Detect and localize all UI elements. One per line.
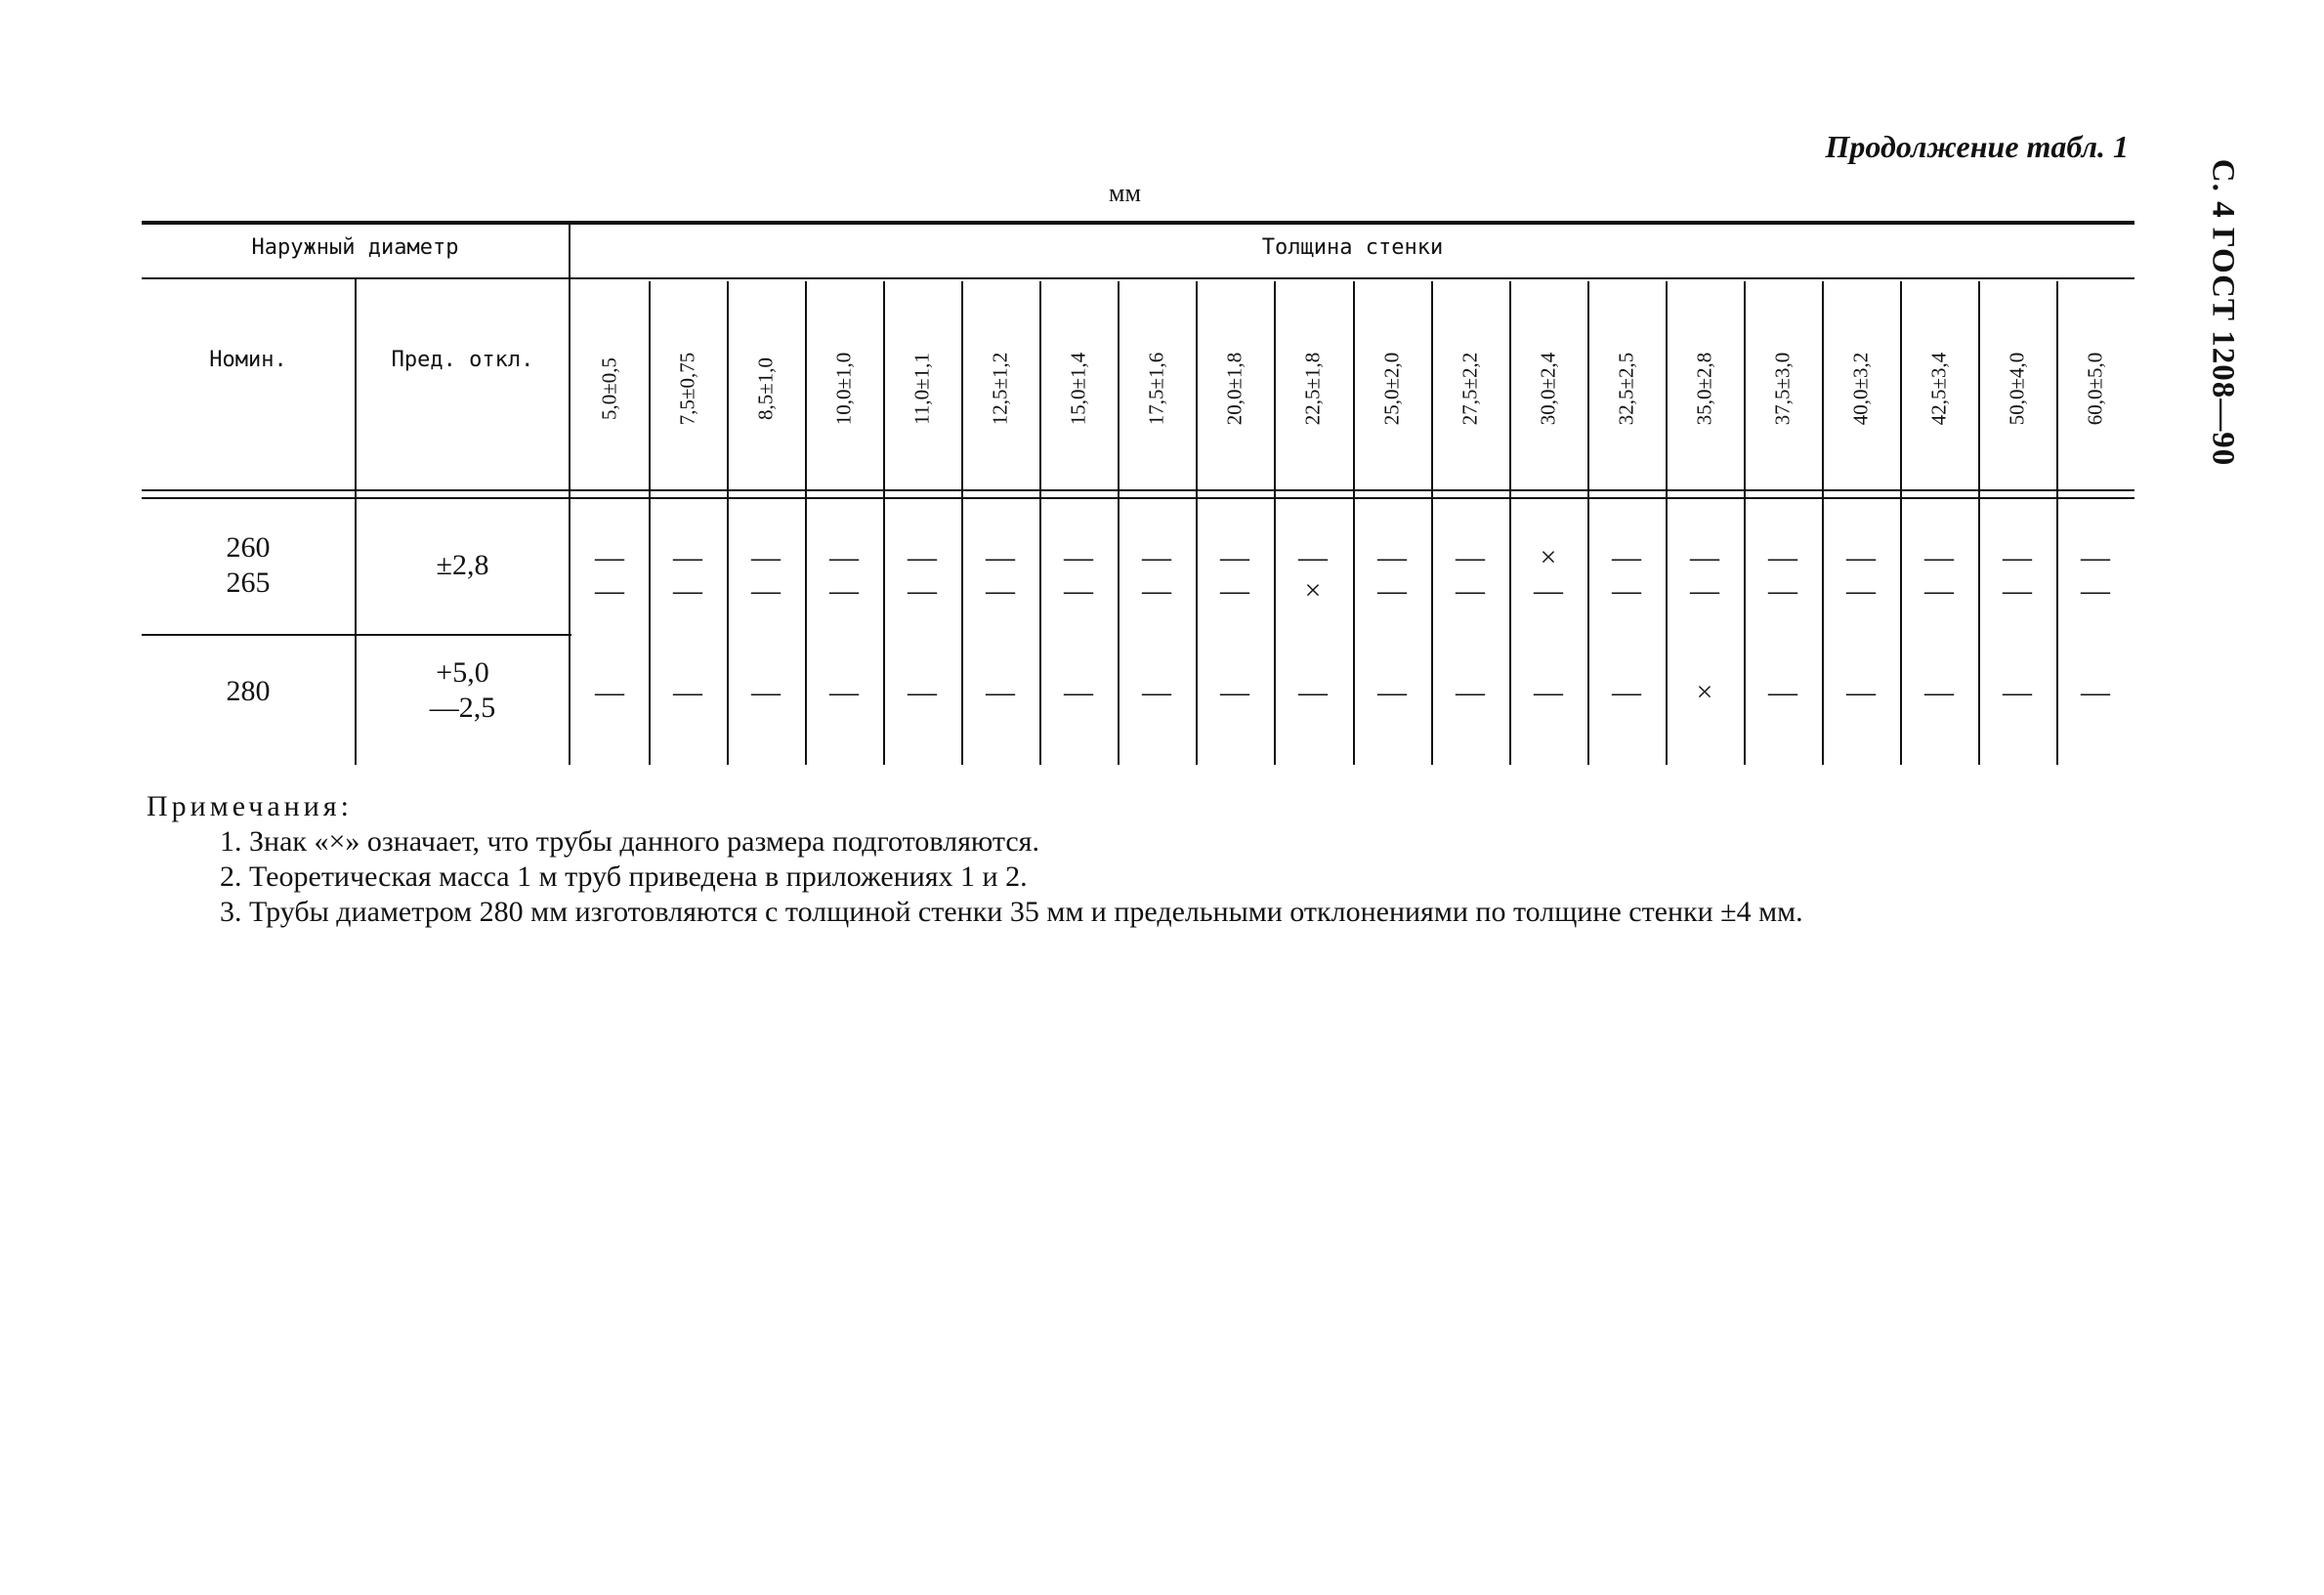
wall-column-header <box>1920 281 1959 496</box>
wall-column-label: 22,5±1,8 <box>1300 352 1325 426</box>
wall-column-divider <box>1666 281 1668 765</box>
availability-mark: — <box>1456 676 1485 708</box>
wall-column-header <box>1763 281 1802 496</box>
availability-mark: — <box>1768 574 1797 607</box>
availability-mark: — <box>1142 676 1171 708</box>
wall-column-divider <box>727 281 729 765</box>
tolerance-header: Пред. откл. <box>391 348 534 372</box>
availability-mark: — <box>1924 676 1954 708</box>
availability-mark: — <box>986 574 1015 607</box>
availability-mark: — <box>908 541 937 573</box>
header-group-rule <box>142 277 2134 279</box>
availability-mark: — <box>2003 676 2032 708</box>
wall-column-divider <box>2056 281 2058 765</box>
wall-column-header <box>824 281 864 496</box>
availability-mark: — <box>1456 574 1485 607</box>
wall-column-header <box>903 281 942 496</box>
wall-column-divider <box>1118 281 1120 765</box>
availability-mark: — <box>673 541 702 573</box>
wall-column-label: 20,0±1,8 <box>1222 352 1247 426</box>
availability-mark: × <box>1540 541 1557 573</box>
wall-column-divider <box>883 281 885 765</box>
note-3: 3. Трубы диаметром 280 мм изготовляются с толщиной стенки 35 мм и предельными отклонениями по толщине стенки ±4 мм. <box>220 896 1803 928</box>
wall-column-label: 10,0±1,0 <box>831 352 856 426</box>
availability-mark: — <box>2081 574 2110 607</box>
page-side-label <box>2203 137 2242 488</box>
wall-column-label: 12,5±1,2 <box>988 352 1012 426</box>
availability-mark: — <box>2003 574 2032 607</box>
side-label-text: С. 4 ГОСТ 1208—90 <box>2205 158 2241 467</box>
tolerance-280-minus: —2,5 <box>429 692 496 724</box>
wall-column-header <box>2076 281 2115 496</box>
availability-mark: — <box>829 541 859 573</box>
wall-column-header <box>1607 281 1646 496</box>
availability-mark: — <box>595 541 624 573</box>
availability-mark: — <box>595 574 624 607</box>
wall-column-label: 15,0±1,4 <box>1066 352 1090 426</box>
wall-column-divider <box>1900 281 1902 765</box>
availability-mark: — <box>1220 574 1249 607</box>
nominal-260: 260 <box>226 531 271 564</box>
wall-column-header <box>1685 281 1724 496</box>
pipe-size-table <box>142 221 2134 765</box>
availability-mark: — <box>1142 574 1171 607</box>
availability-mark: — <box>1064 574 1093 607</box>
wall-column-header <box>590 281 629 496</box>
availability-mark: — <box>673 574 702 607</box>
wall-column-label: 7,5±0,75 <box>675 352 699 426</box>
row-separator-left <box>142 634 571 636</box>
availability-mark: — <box>1456 541 1485 573</box>
availability-mark: — <box>986 676 1015 708</box>
continuation-caption: Продолжение табл. 1 <box>1825 129 2129 164</box>
wall-column-divider <box>1822 281 1824 765</box>
wall-column-divider <box>805 281 807 765</box>
availability-mark: — <box>1298 676 1328 708</box>
wall-column-divider <box>1587 281 1589 765</box>
availability-mark: — <box>751 574 781 607</box>
wall-column-label: 25,0±2,0 <box>1379 352 1404 426</box>
availability-mark: — <box>1298 541 1328 573</box>
wall-column-divider <box>1744 281 1746 765</box>
wall-column-header <box>1373 281 1412 496</box>
availability-mark: — <box>1846 541 1876 573</box>
availability-mark: — <box>751 541 781 573</box>
availability-mark: — <box>751 676 781 708</box>
availability-mark: — <box>1612 541 1641 573</box>
wall-column-header <box>1998 281 2037 496</box>
wall-column-header <box>1841 281 1880 496</box>
notes <box>147 789 2139 930</box>
wall-column-label: 40,0±3,2 <box>1848 352 1873 426</box>
availability-mark: — <box>829 574 859 607</box>
availability-mark: — <box>986 541 1015 573</box>
wall-column-header <box>1059 281 1098 496</box>
availability-mark: — <box>1690 541 1719 573</box>
header-bottom-rule-2 <box>142 497 2134 499</box>
wall-column-header <box>1293 281 1332 496</box>
wall-column-label: 11,0±1,1 <box>909 353 934 425</box>
availability-mark: — <box>1768 676 1797 708</box>
wall-column-label: 35,0±2,8 <box>1692 352 1716 426</box>
nominal-header: Номин. <box>209 348 287 372</box>
nominal-265: 265 <box>226 567 271 599</box>
wall-column-divider <box>1274 281 1276 765</box>
availability-mark: — <box>1690 574 1719 607</box>
wall-column-label: 60,0±5,0 <box>2083 352 2107 426</box>
availability-mark: — <box>1377 574 1407 607</box>
wall-column-header <box>1215 281 1254 496</box>
availability-mark: — <box>1220 676 1249 708</box>
wall-column-header <box>668 281 707 496</box>
availability-mark: — <box>2081 541 2110 573</box>
wall-column-divider <box>1978 281 1980 765</box>
availability-mark: — <box>1768 541 1797 573</box>
wall-column-label: 42,5±3,4 <box>1926 352 1951 426</box>
wall-column-header <box>1137 281 1176 496</box>
availability-mark: — <box>908 676 937 708</box>
wall-column-divider <box>961 281 963 765</box>
wall-column-label: 30,0±2,4 <box>1536 352 1560 426</box>
wall-column-header <box>1451 281 1490 496</box>
wall-column-divider <box>1353 281 1355 765</box>
availability-mark: — <box>1064 541 1093 573</box>
availability-mark: × <box>1304 574 1322 607</box>
availability-mark: — <box>1064 676 1093 708</box>
wall-column-header <box>981 281 1020 496</box>
tolerance-260-265: ±2,8 <box>436 549 489 581</box>
wall-column-label: 27,5±2,2 <box>1458 352 1482 426</box>
wall-column-divider <box>1196 281 1198 765</box>
availability-mark: — <box>1534 574 1563 607</box>
wall-column-label: 17,5±1,6 <box>1144 352 1168 426</box>
availability-mark: — <box>1846 574 1876 607</box>
wall-column-divider <box>1039 281 1041 765</box>
wall-column-divider <box>1509 281 1511 765</box>
availability-mark: — <box>673 676 702 708</box>
note-1: 1. Знак «×» означает, что трубы данного размера подготовляются. <box>220 825 1039 858</box>
availability-mark: — <box>1924 541 1954 573</box>
wall-column-label: 5,0±0,5 <box>597 357 621 421</box>
availability-mark: — <box>1142 541 1171 573</box>
availability-mark: — <box>1220 541 1249 573</box>
availability-mark: — <box>829 676 859 708</box>
availability-mark: — <box>1377 676 1407 708</box>
unit-label: мм <box>1109 179 1141 207</box>
availability-mark: — <box>1534 676 1563 708</box>
availability-mark: — <box>2003 541 2032 573</box>
availability-mark: — <box>1612 574 1641 607</box>
wall-column-header <box>746 281 785 496</box>
diameter-wall-divider <box>569 221 570 765</box>
nominal-280: 280 <box>226 675 271 707</box>
availability-mark: — <box>908 574 937 607</box>
wall-column-label: 37,5±3,0 <box>1770 352 1795 426</box>
availability-mark: — <box>595 676 624 708</box>
availability-mark: — <box>1846 676 1876 708</box>
availability-mark: × <box>1696 676 1713 708</box>
wall-column-header <box>1529 281 1568 496</box>
notes-title: Примечания: <box>147 790 353 822</box>
outer-diameter-header: Наружный диаметр <box>251 235 459 260</box>
wall-column-label: 32,5±2,5 <box>1614 352 1638 426</box>
wall-column-label: 50,0±4,0 <box>2005 352 2029 426</box>
wall-column-label: 8,5±1,0 <box>753 357 778 421</box>
availability-mark: — <box>1377 541 1407 573</box>
note-2: 2. Теоретическая масса 1 м труб приведена в приложениях 1 и 2. <box>220 860 1028 893</box>
table-top-rule <box>142 221 2134 225</box>
tolerance-280-plus: +5,0 <box>436 656 489 689</box>
availability-mark: — <box>1612 676 1641 708</box>
wall-thickness-header: Толщина стенки <box>1261 235 1444 260</box>
availability-mark: — <box>2081 676 2110 708</box>
wall-column-divider <box>1431 281 1433 765</box>
wall-column-divider <box>649 281 651 765</box>
availability-mark: — <box>1924 574 1954 607</box>
